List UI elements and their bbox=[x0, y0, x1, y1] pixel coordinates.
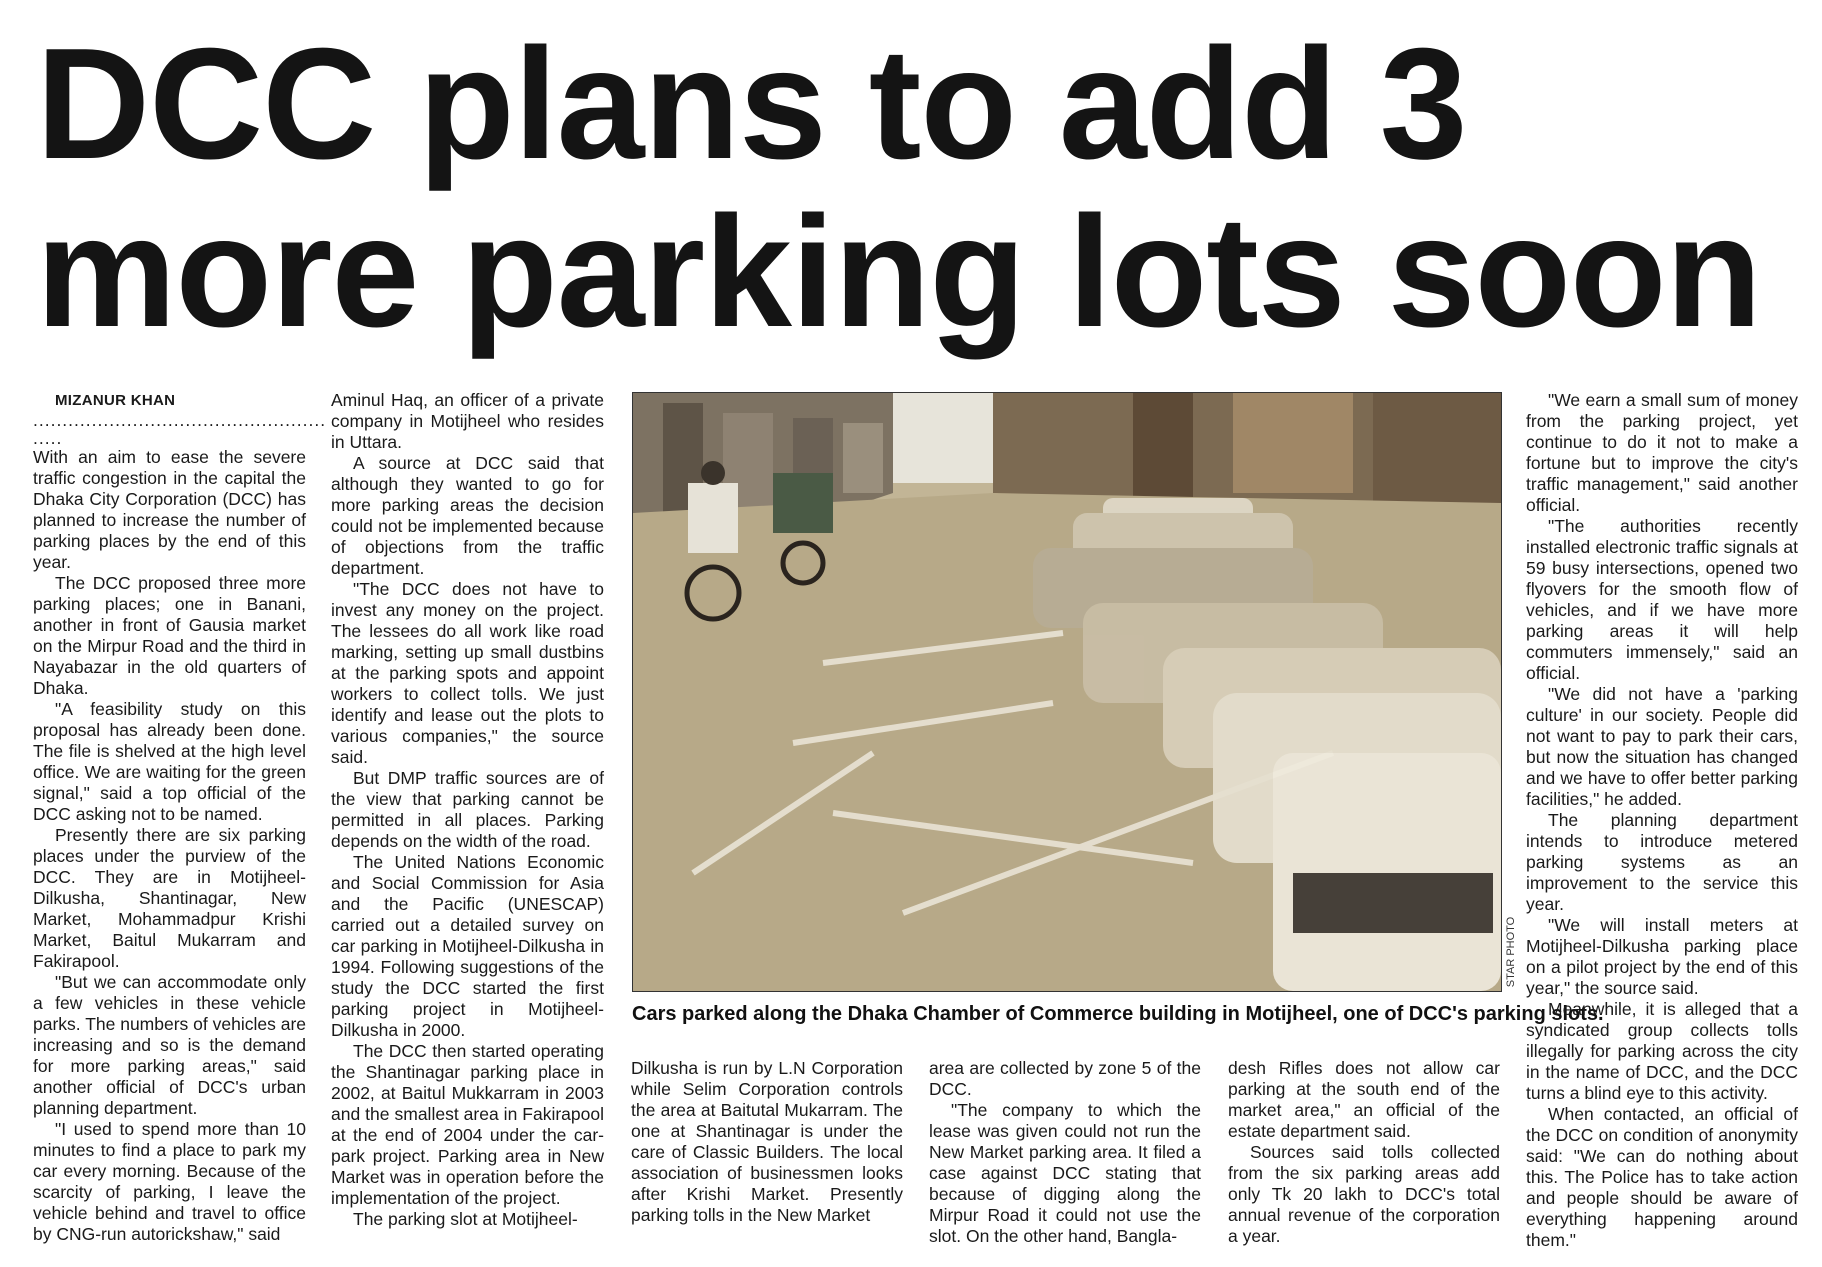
article-column-2 bbox=[331, 390, 604, 1230]
paragraph: "The DCC does not have to invest any money on the project. The lessees do all work like road marking, setting up small dustbins at the parking spots and appoint workers to collect tolls. We just identify and lease out the plots to various companies," the source said. bbox=[331, 579, 604, 767]
article-column-6 bbox=[1526, 390, 1798, 1251]
paragraph: The planning department intends to introduce metered parking systems as an improvement to the service this year. bbox=[1526, 810, 1798, 914]
paragraph: "A feasibility study on this proposal has already been done. The file is shelved at the high level office. We are waiting for the green signal," said a top official of the DCC asking not to be named. bbox=[33, 699, 306, 824]
article-column-3 bbox=[631, 1058, 903, 1226]
article-column-4 bbox=[929, 1058, 1201, 1247]
parked-cars-street-image bbox=[633, 393, 1501, 991]
paragraph: "I used to spend more than 10 minutes to find a place to park my car every morning. Because of the scarcity of parking, I leave the vehicle behind and travel to office by CNG-run autorickshaw," said bbox=[33, 1119, 306, 1244]
photo-caption: Cars parked along the Dhaka Chamber of Commerce building in Motijheel, one of DCC's parking slots. bbox=[632, 1003, 1604, 1025]
byline-rule: .................................................. ..... bbox=[33, 410, 327, 448]
headline: DCC plans to add 3 more parking lots soon bbox=[36, 16, 1762, 360]
paragraph: "But we can accommodate only a few vehicles in these vehicle parks. The numbers of vehicles are increasing and so is the demand for more parking areas," said another official of DCC's urban planning department. bbox=[33, 972, 307, 1118]
paragraph: Aminul Haq, an officer of a private company in Motijheel who resides in Uttara. bbox=[331, 390, 604, 452]
paragraph: With an aim to ease the severe traffic congestion in the capital the Dhaka City Corporation (DCC) has planned to increase the number of parking places by the end of this year. bbox=[33, 447, 306, 572]
paragraph: The DCC then started operating the Shantinagar parking place in 2002, at Baitul Mukkarram in 2003 and the smallest area in Fakirapool at the end of 2004 under the car-park project. Parking area in New Market was in operation before the implementation of the project. bbox=[331, 1041, 604, 1208]
paragraph: But DMP traffic sources are of the view that parking cannot be permitted in all places. Parking depends on the width of the road. bbox=[331, 768, 604, 851]
paragraph: area are collected by zone 5 of the DCC. bbox=[929, 1058, 1201, 1099]
paragraph: "The authorities recently installed electronic traffic signals at 59 busy intersections, opened two flyovers for the smooth flow of vehicles, and if we have more parking areas it will help commuters immensely," said an official. bbox=[1526, 516, 1798, 683]
byline: MIZANUR KHAN bbox=[55, 392, 176, 409]
paragraph: "The company to which the lease was given could not run the New Market parking area. It filed a case against DCC stating that because of digging along the Mirpur Road it could not use the slot. On the other hand, Bangla- bbox=[929, 1100, 1201, 1246]
paragraph: Meanwhile, it is alleged that a syndicated group collects tolls illegally for parking across the city in the name of DCC, and the DCC turns a blind eye to this activity. bbox=[1526, 999, 1798, 1103]
paragraph: Sources said tolls collected from the six parking areas add only Tk 20 lakh to DCC's total annual revenue of the corporation a year. bbox=[1228, 1142, 1500, 1246]
paragraph: The DCC proposed three more parking places; one in Banani, another in front of Gausia market on the Mirpur Road and the third in Nayabazar in the old quarters of Dhaka. bbox=[33, 573, 306, 698]
paragraph: A source at DCC said that although they wanted to go for more parking areas the decision could not be implemented because of objections from the traffic department. bbox=[331, 453, 604, 578]
article-column-1 bbox=[33, 390, 327, 1245]
paragraph: When contacted, an official of the DCC on condition of anonymity said: "We can do nothing about this. The Police has to take action and people should be aware of everything happening around them." bbox=[1526, 1104, 1798, 1250]
article-column-5 bbox=[1228, 1058, 1500, 1247]
photo-credit bbox=[1503, 918, 1517, 990]
paragraph: "We did not have a 'parking culture' in our society. People did not want to pay to park their cars, but now the situation has changed and we have to offer better parking facilities," he added. bbox=[1526, 684, 1798, 809]
paragraph: desh Rifles does not allow car parking at the south end of the market area," an official of the estate department said. bbox=[1228, 1058, 1500, 1141]
paragraph: "We will install meters at Motijheel-Dilkusha parking place on a pilot project by the end of this year," the source said. bbox=[1526, 915, 1798, 998]
paragraph: Dilkusha is run by L.N Corporation while Selim Corporation controls the area at Baitutal Mukarram. The one at Shantinagar is under the care of Classic Builders. The local association of businessmen looks after Krishi Market. Presently parking tolls in the New Market bbox=[631, 1058, 903, 1225]
paragraph: "We earn a small sum of money from the parking project, yet continue to do it not to make a fortune but to improve the city's traffic management," said another official. bbox=[1526, 390, 1798, 515]
paragraph: The United Nations Economic and Social Commission for Asia and the Pacific (UNESCAP) carried out a detailed survey on car parking in Motijheel-Dilkusha in 1994. Following suggestions of the study the DCC started the first parking project in Motijheel-Dilkusha in 2000. bbox=[331, 852, 604, 1040]
paragraph: Presently there are six parking places under the purview of the DCC. They are in Motijheel-Dilkusha, Shantinagar, New Market, Mohammadpur Krishi Market, Baitul Mukarram and Fakirapool. bbox=[33, 825, 306, 971]
photo-credit-text: STAR PHOTO bbox=[1505, 916, 1517, 988]
news-photo bbox=[632, 392, 1502, 992]
paragraph: The parking slot at Motijheel- bbox=[353, 1209, 578, 1229]
